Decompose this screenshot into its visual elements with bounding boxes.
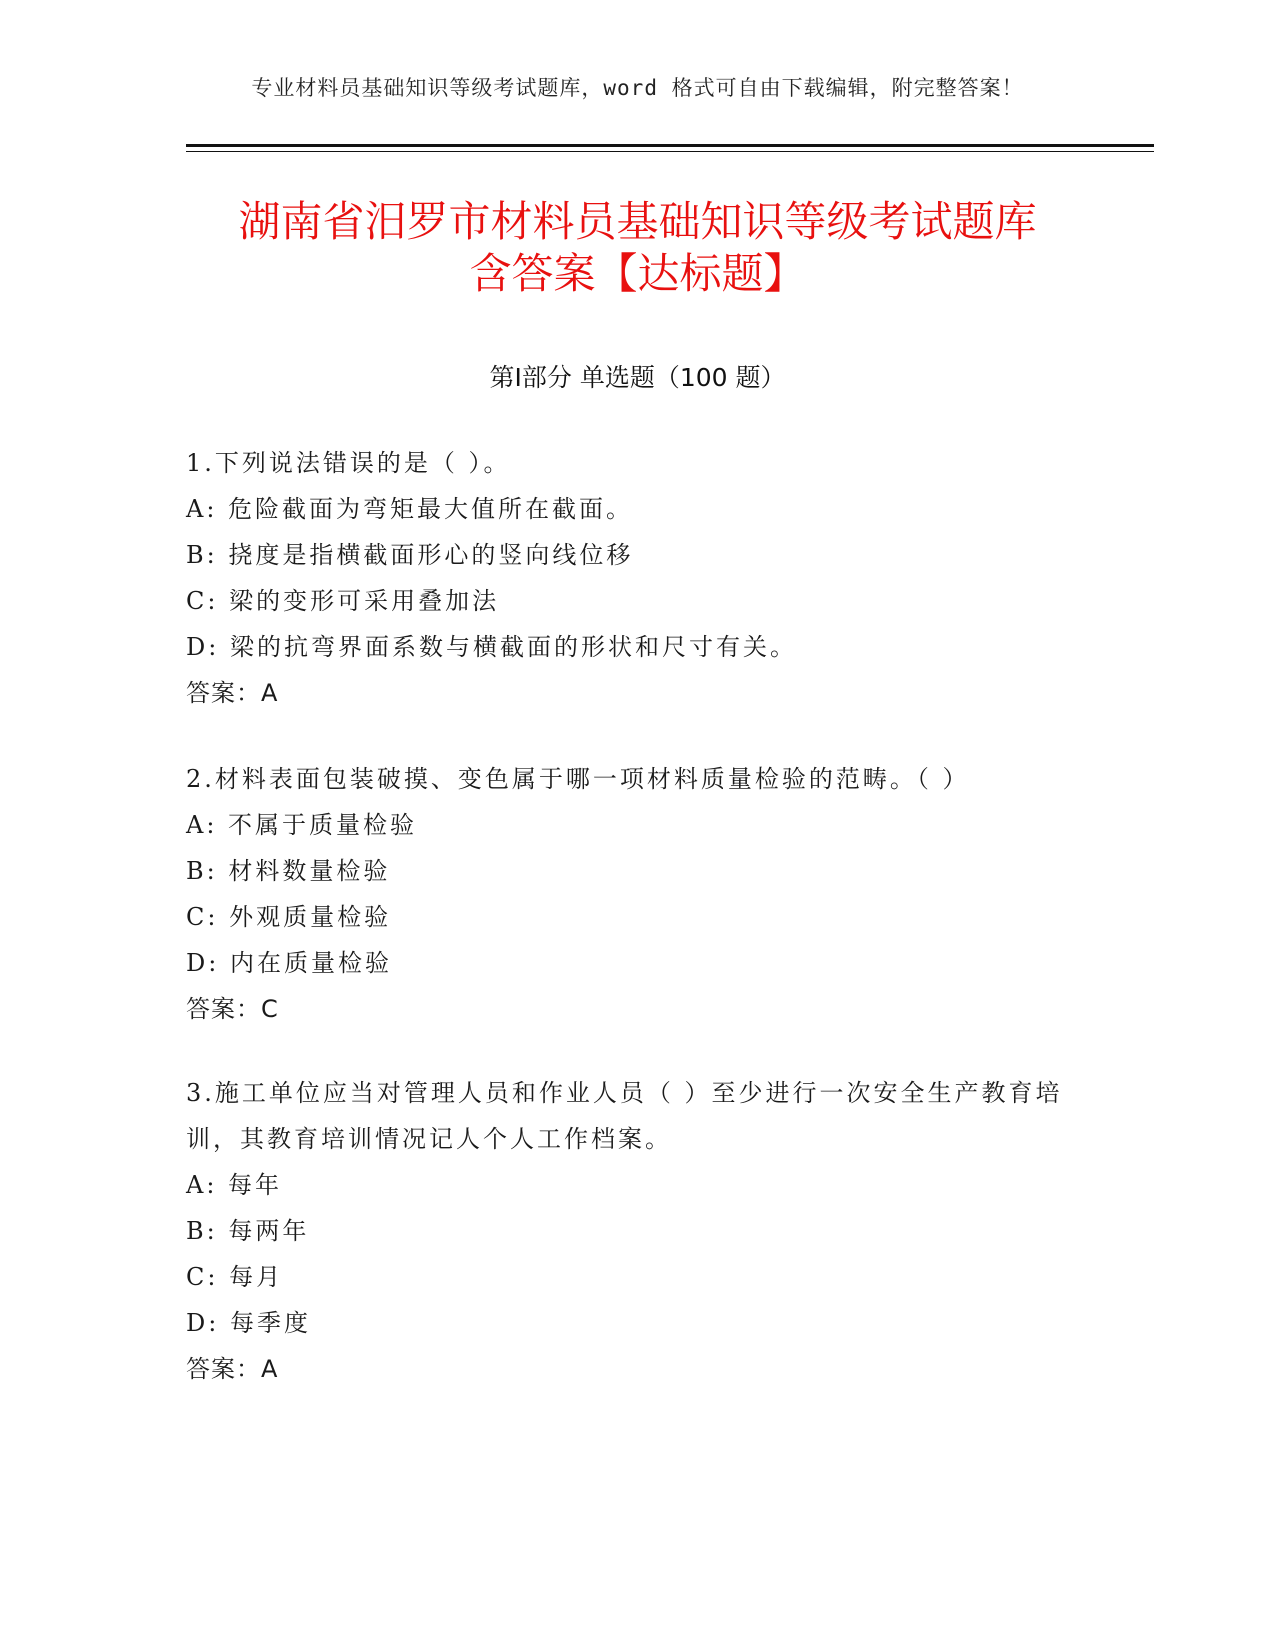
- option-c: C: 外观质量检验: [186, 903, 392, 931]
- question-3: [186, 1070, 1086, 1392]
- answer: 答案：A: [186, 1355, 279, 1383]
- section-title: 第Ⅰ部分 单选题（100 题）: [489, 363, 786, 392]
- question-1: [186, 440, 1086, 716]
- header-rule-thin: [186, 151, 1154, 152]
- option-b: B: 挠度是指横截面形心的竖向线位移: [186, 541, 634, 569]
- question-stem: 1.下列说法错误的是（ ）。: [186, 449, 511, 477]
- header-rule-thick: [186, 144, 1154, 147]
- option-d: D: 梁的抗弯界面系数与横截面的形状和尺寸有关。: [186, 633, 797, 661]
- document-title-line1: 湖南省汨罗市材料员基础知识等级考试题库: [238, 197, 1037, 246]
- question-stem: 3.施工单位应当对管理人员和作业人员（ ）至少进行一次安全生产教育培训，其教育培训情况记人个人工作档案。: [186, 1079, 1063, 1153]
- option-b: B: 每两年: [186, 1217, 310, 1245]
- option-a: A: 不属于质量检验: [186, 811, 418, 839]
- document-title-line2: 含答案【达标题】: [469, 249, 806, 298]
- question-stem: 2.材料表面包装破摸、变色属于哪一项材料质量检验的范畴。（ ）: [186, 765, 970, 793]
- question-2: [186, 756, 1086, 1032]
- option-a: A: 危险截面为弯矩最大值所在截面。: [186, 495, 634, 523]
- answer: 答案：A: [186, 679, 279, 707]
- option-d: D: 每季度: [186, 1309, 311, 1337]
- option-d: D: 内在质量检验: [186, 949, 392, 977]
- option-c: C: 每月: [186, 1263, 284, 1291]
- document-title: [186, 196, 1089, 300]
- option-a: A: 每年: [186, 1171, 283, 1199]
- answer: 答案：C: [186, 995, 279, 1023]
- option-b: B: 材料数量检验: [186, 857, 391, 885]
- option-c: C: 梁的变形可采用叠加法: [186, 587, 500, 615]
- header-note: 专业材料员基础知识等级考试题库，word 格式可自由下载编辑，附完整答案！: [251, 76, 1024, 100]
